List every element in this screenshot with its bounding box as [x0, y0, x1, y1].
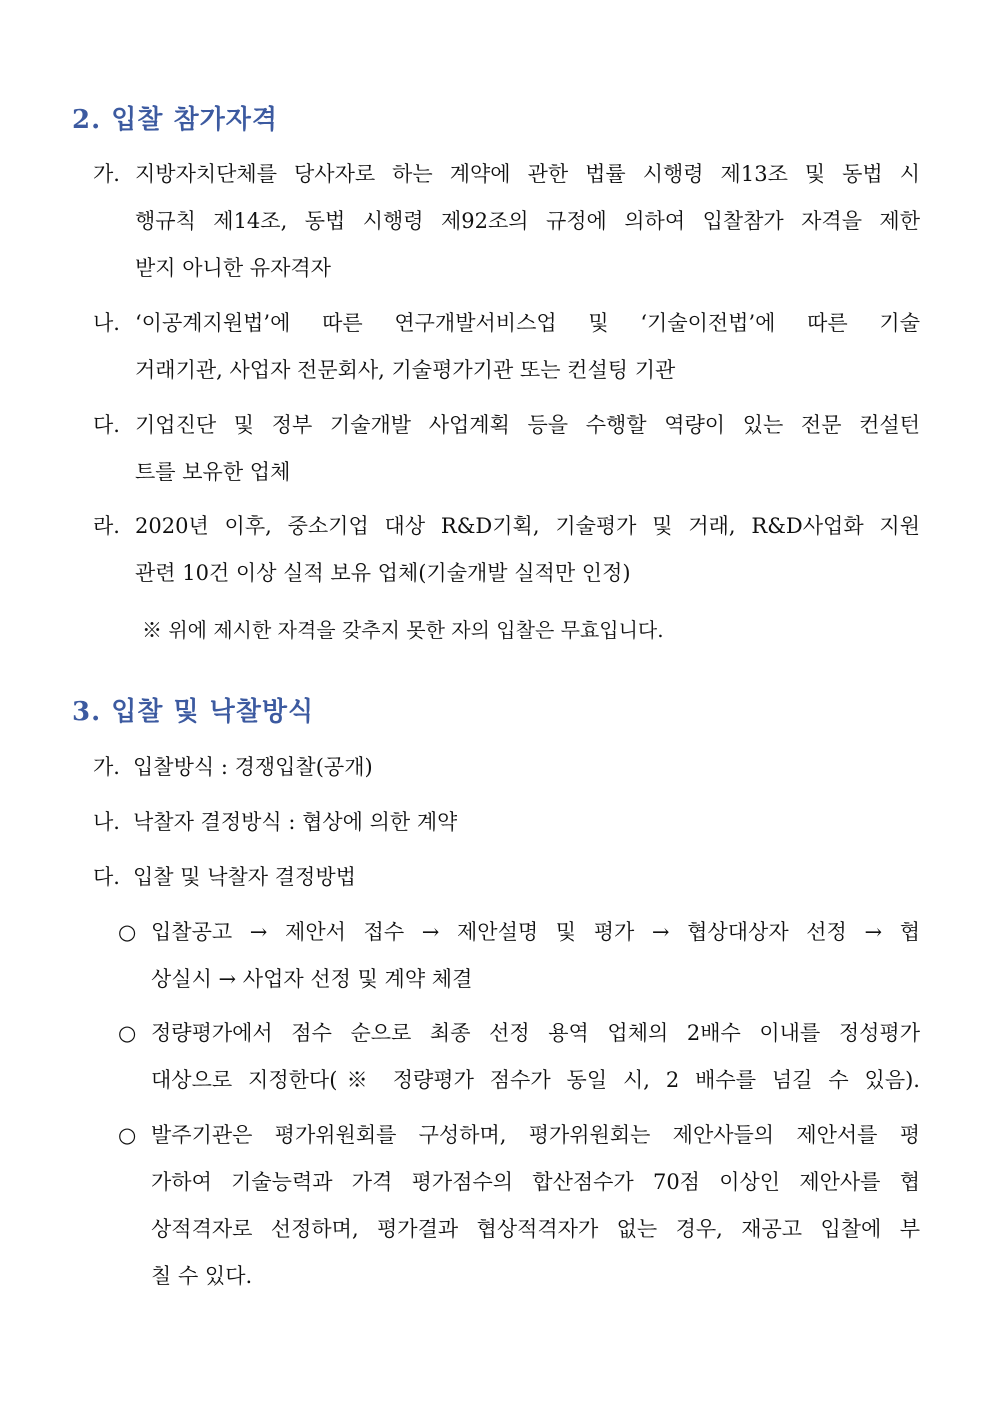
item-line: 기업진단 및 정부 기술개발 사업계획 등을 수행할 역량이 있는 전문 컨설턴 [135, 413, 920, 437]
item-line: ‘이공계지원법’에 따른 연구개발서비스업 및 ‘기술이전법’에 따른 기술 [135, 311, 920, 335]
bullet-line: 입찰공고 → 제안서 접수 → 제안설명 및 평가 → 협상대상자 선정 → 협 [151, 920, 920, 944]
item-marker: 나. [93, 311, 120, 335]
section-3-item-na [93, 799, 920, 846]
section-3-bullet [118, 909, 920, 1003]
item-line: 행규칙 제14조, 동법 시행령 제92조의 규정에 의하여 입찰참가 자격을 제한 [135, 209, 920, 233]
item-text: 낙찰자 결정방식 : 협상에 의한 계약 [133, 810, 458, 834]
item-marker: 다. [93, 413, 120, 437]
bullet-line: 상실시 → 사업자 선정 및 계약 체결 [151, 967, 473, 991]
section-3-item-da [93, 854, 920, 901]
item-marker: 라. [93, 514, 120, 538]
bullet-circle-icon: ○ [118, 1123, 137, 1147]
section-2-item-na [93, 300, 920, 394]
section-2-item-da [93, 402, 920, 496]
section-2-item-ra [93, 503, 920, 597]
bullet-circle-icon: ○ [118, 1021, 137, 1045]
bullet-line: 정량평가에서 점수 순으로 최종 선정 용역 업체의 2배수 이내를 정성평가 [151, 1021, 920, 1045]
bullet-circle-icon: ○ [118, 920, 137, 944]
item-line: 지방자치단체를 당사자로 하는 계약에 관한 법률 시행령 제13조 및 동법 시 [135, 162, 920, 186]
section-2-title: 2. 입찰 참가자격 [72, 105, 278, 135]
item-line: 관련 10건 이상 실적 보유 업체(기술개발 실적만 인정) [135, 561, 631, 585]
item-text: 입찰 및 낙찰자 결정방법 [133, 865, 356, 889]
bullet-line: 칠 수 있다. [151, 1264, 253, 1288]
item-marker: 나. [93, 810, 120, 834]
section-3-bullet [118, 1010, 920, 1104]
item-text: 입찰방식 : 경쟁입찰(공개) [133, 755, 373, 779]
bullet-line: 가하여 기술능력과 가격 평가점수의 합산점수가 70점 이상인 제안사를 협 [151, 1170, 920, 1194]
bullet-line: 발주기관은 평가위원회를 구성하며, 평가위원회는 제안사들의 제안서를 평 [151, 1123, 920, 1147]
section-2-note: ※ 위에 제시한 자격을 갖추지 못한 자의 입찰은 무효입니다. [142, 618, 664, 642]
item-line: 받지 아니한 유자격자 [135, 256, 331, 280]
section-3-bullet [118, 1112, 920, 1300]
item-line: 트를 보유한 업체 [135, 460, 291, 484]
item-line: 거래기관, 사업자 전문회사, 기술평가기관 또는 컨설팅 기관 [135, 358, 676, 382]
bullet-line: 대상으로 지정한다(※ 정량평가 점수가 동일 시, 2 배수를 넘길 수 있음). [151, 1068, 920, 1092]
section-2-item-ga [93, 151, 920, 292]
bullet-line: 상적격자로 선정하며, 평가결과 협상적격자가 없는 경우, 재공고 입찰에 부 [151, 1217, 920, 1241]
section-3-item-ga [93, 744, 920, 791]
item-line: 2020년 이후, 중소기업 대상 R&D기획, 기술평가 및 거래, R&D사업화 지원 [135, 514, 920, 538]
item-marker: 가. [93, 755, 120, 779]
section-3-title: 3. 입찰 및 낙찰방식 [72, 697, 315, 727]
item-marker: 가. [93, 162, 120, 186]
item-marker: 다. [93, 865, 120, 889]
